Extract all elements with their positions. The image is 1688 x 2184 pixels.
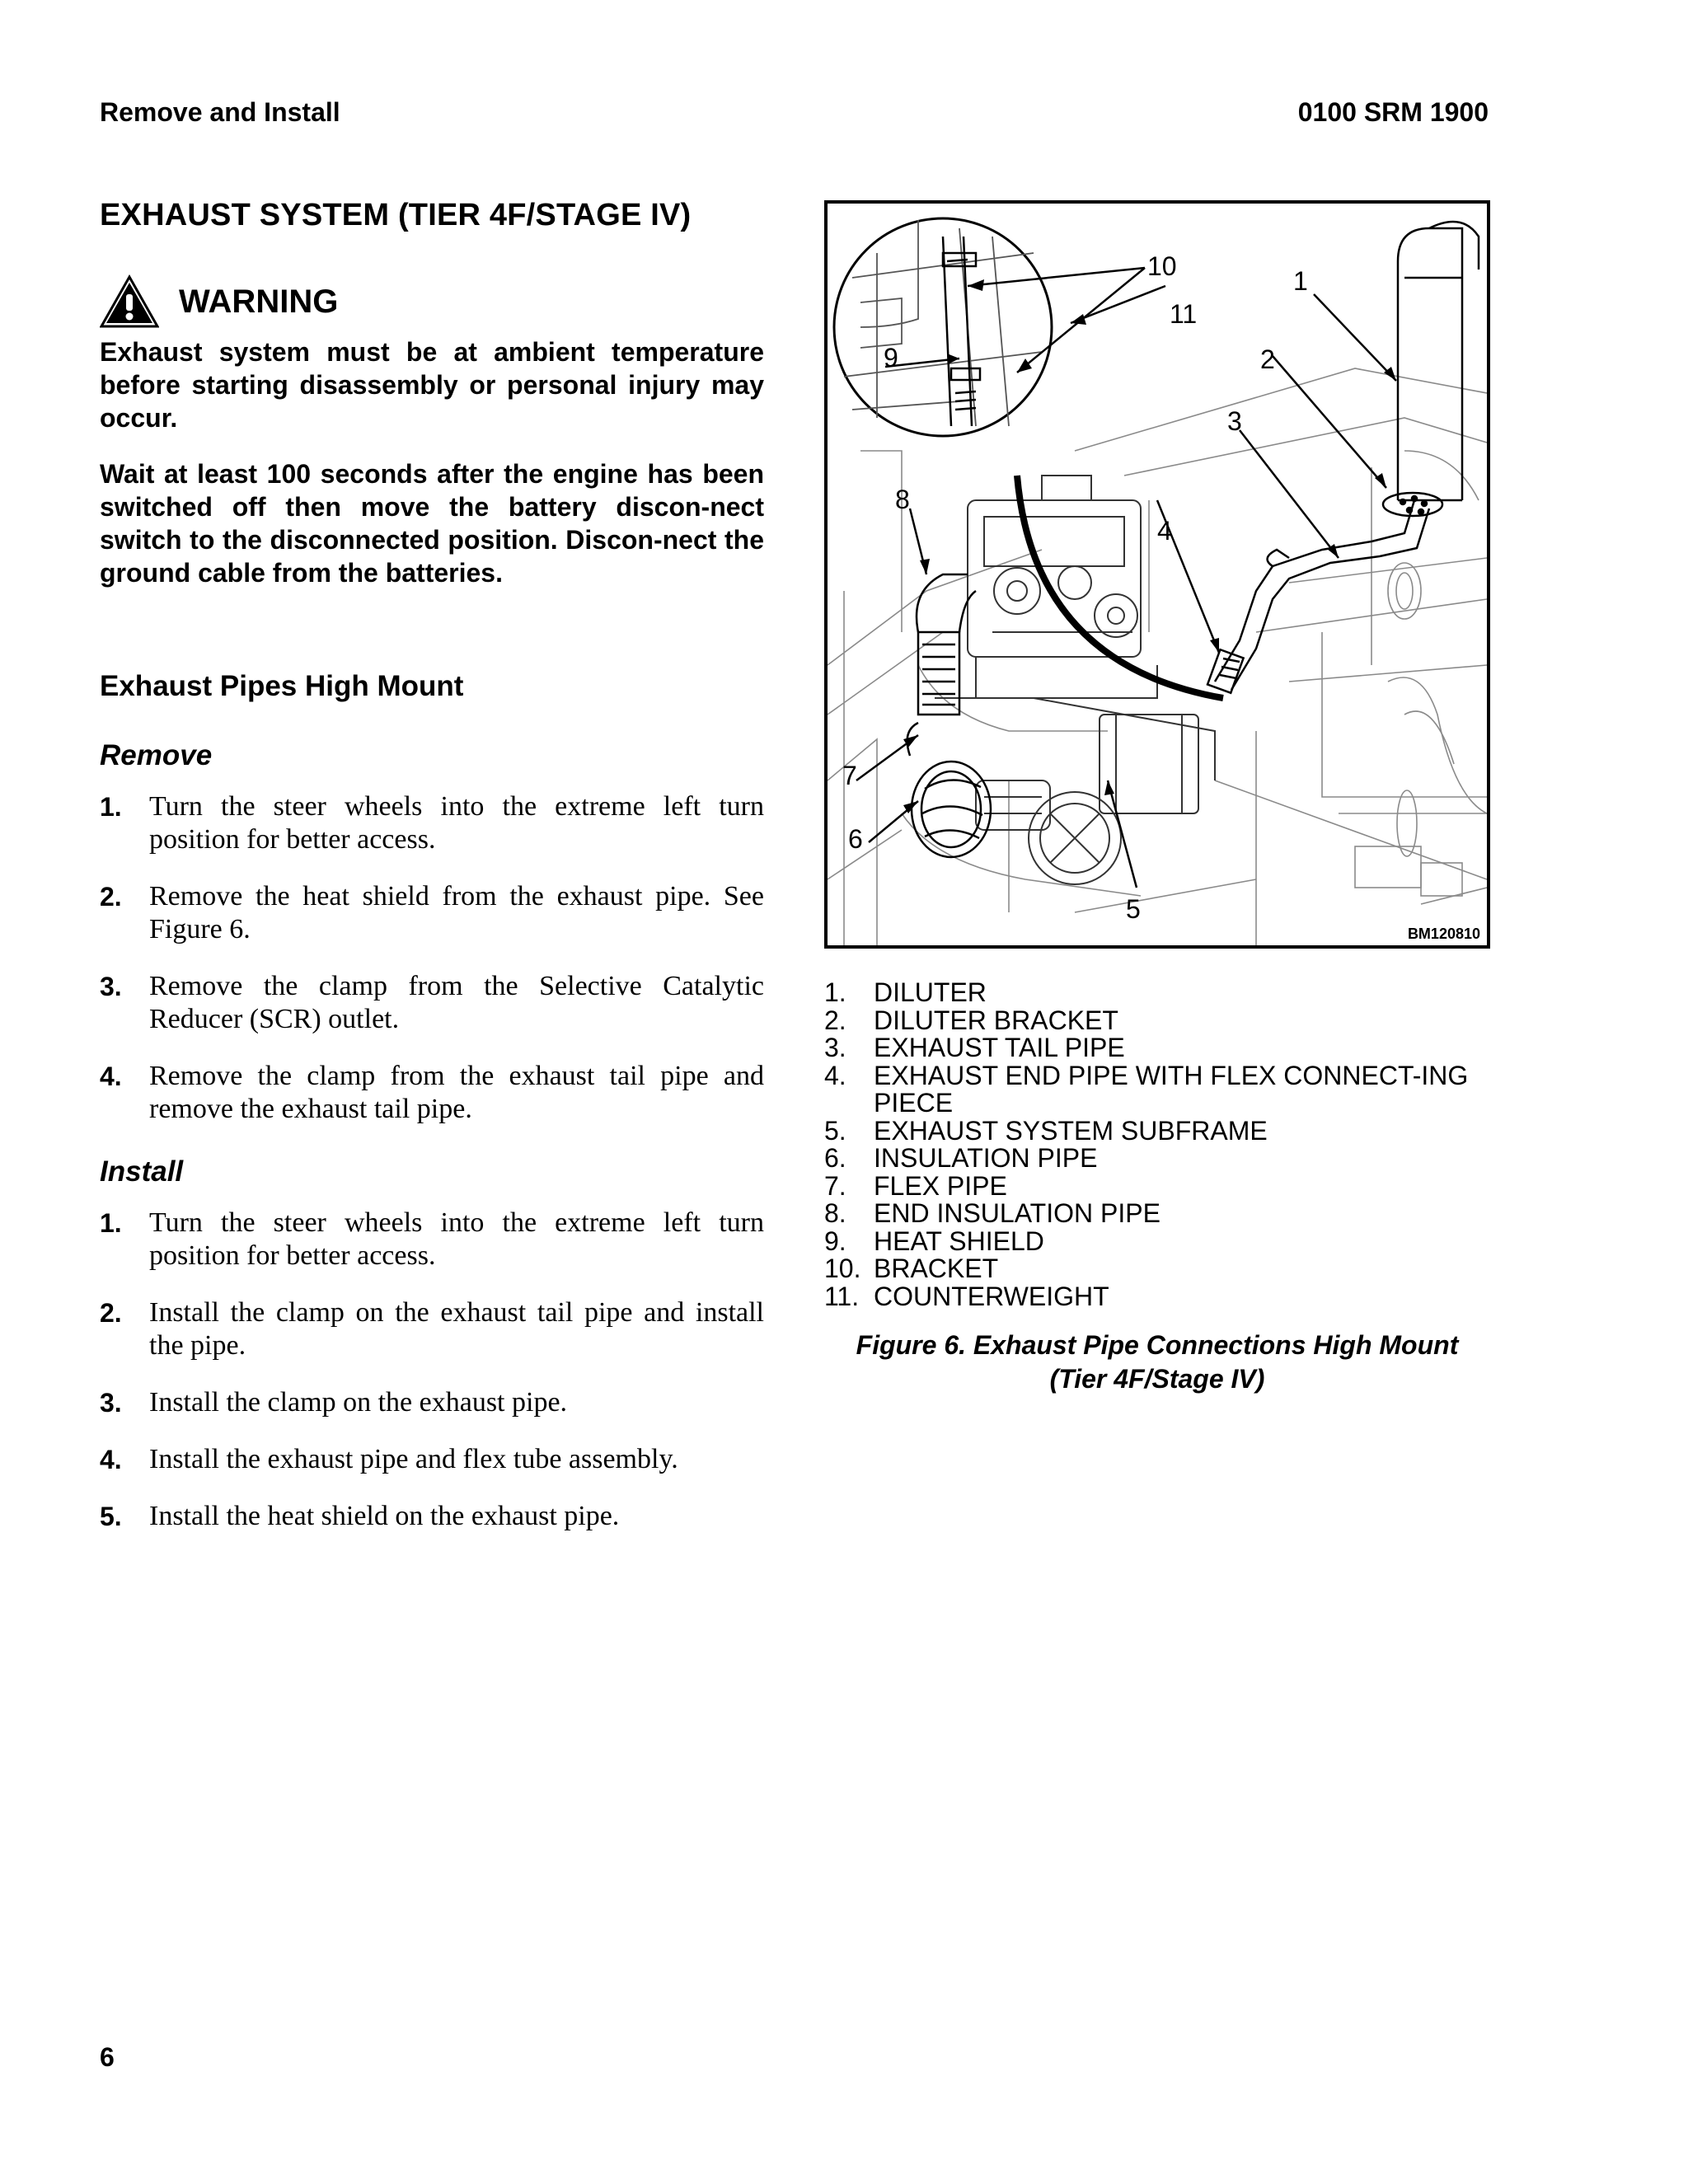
step-item (100, 1443, 764, 1476)
legend-item (824, 1062, 1484, 1118)
legend-number: 5. (824, 1115, 846, 1146)
legend-text: EXHAUST SYSTEM SUBFRAME (874, 1115, 1268, 1146)
callout-7: 7 (842, 761, 857, 790)
callout-5: 5 (1126, 894, 1141, 924)
step-number: 2. (100, 1298, 122, 1328)
legend-item (824, 1283, 1484, 1311)
caption-line-2: (Tier 4F/Stage IV) (1049, 1364, 1265, 1394)
legend-item (824, 979, 1484, 1007)
remove-title: Remove (100, 739, 213, 771)
legend-text: BRACKET (874, 1254, 999, 1283)
legend-text: EXHAUST END PIPE WITH FLEX CONNECT-ING PIECE (874, 1060, 1469, 1118)
callout-10: 10 (1147, 251, 1177, 281)
figure-code: BM120810 (1407, 926, 1480, 942)
callout-6: 6 (848, 824, 863, 854)
subsection-title: Exhaust Pipes High Mount (100, 670, 464, 702)
callout-9: 9 (884, 343, 898, 373)
step-text: Install the clamp on the exhaust tail pipe and install the pipe. (149, 1297, 764, 1361)
step-item (100, 790, 764, 856)
legend-number: 9. (824, 1226, 846, 1256)
legend-number: 3. (824, 1033, 846, 1062)
legend-text: INSULATION PIPE (874, 1143, 1098, 1173)
step-text: Install the clamp on the exhaust pipe. (149, 1387, 568, 1418)
warning-header (100, 273, 764, 330)
legend-item (824, 1228, 1484, 1256)
step-text: Remove the heat shield from the exhaust pipe. See Figure 6. (149, 881, 764, 944)
callout-4: 4 (1157, 516, 1172, 546)
step-text: Install the exhaust pipe and flex tube assembly. (149, 1444, 678, 1474)
step-text: Turn the steer wheels into the extreme left turn position for better access. (149, 1207, 764, 1271)
callout-11: 11 (1170, 299, 1198, 329)
page-number: 6 (100, 2042, 115, 2072)
step-number: 3. (100, 1388, 122, 1418)
figure-legend (824, 979, 1484, 1310)
exhaust-figure (824, 200, 1490, 949)
callout-1: 1 (1293, 266, 1308, 296)
warning-text-1: Exhaust system must be at ambient temperature before starting disassembly or personal injury may occur. (100, 337, 764, 433)
step-number: 4. (100, 1062, 122, 1091)
step-number: 3. (100, 972, 122, 1001)
legend-number: 7. (824, 1170, 846, 1201)
legend-number: 2. (824, 1005, 846, 1035)
remove-steps (100, 790, 764, 1126)
left-column (100, 198, 764, 1557)
step-text: Remove the clamp from the Selective Catalytic Reducer (SCR) outlet. (149, 971, 764, 1034)
step-number: 2. (100, 882, 122, 912)
legend-number: 1. (824, 977, 846, 1007)
callout-2: 2 (1260, 344, 1275, 374)
legend-text: DILUTER BRACKET (874, 1005, 1118, 1035)
caption-line-1: Figure 6. Exhaust Pipe Connections High Mount (856, 1330, 1459, 1360)
legend-number: 6. (824, 1143, 846, 1173)
legend-item (824, 1255, 1484, 1283)
legend-item (824, 1034, 1484, 1062)
legend-text: EXHAUST TAIL PIPE (874, 1033, 1125, 1062)
running-header-right: 0100 SRM 1900 (1297, 97, 1489, 127)
legend-number: 4. (824, 1060, 846, 1090)
legend-item (824, 1115, 1484, 1146)
figure-caption (824, 1329, 1490, 1396)
step-item (100, 1296, 764, 1362)
legend-text: COUNTERWEIGHT (874, 1281, 1109, 1311)
warning-label: WARNING (179, 283, 339, 320)
step-text: Remove the clamp from the exhaust tail pipe and remove the exhaust tail pipe. (149, 1061, 764, 1124)
step-item (100, 880, 764, 946)
legend-item (824, 1007, 1484, 1035)
install-steps (100, 1207, 764, 1533)
step-number: 5. (100, 1502, 122, 1531)
step-item (100, 1060, 764, 1126)
legend-text: DILUTER (874, 977, 987, 1007)
step-number: 4. (100, 1445, 122, 1474)
step-item (100, 1386, 764, 1419)
step-item (100, 1500, 764, 1533)
install-title: Install (100, 1155, 184, 1188)
step-number: 1. (100, 1208, 122, 1238)
legend-text: HEAT SHIELD (874, 1226, 1044, 1256)
legend-text: FLEX PIPE (874, 1170, 1007, 1201)
step-item (100, 970, 764, 1036)
step-text: Install the heat shield on the exhaust pipe. (149, 1501, 620, 1531)
exhaust-illustration (828, 204, 1487, 945)
warning-text-2: Wait at least 100 seconds after the engine has been switched off then move the battery discon-nect switch to the disconnected position. Discon-nect the ground cable from the batteries. (100, 459, 764, 588)
section-title: EXHAUST SYSTEM (TIER 4F/STAGE IV) (100, 198, 692, 232)
legend-item (824, 1200, 1484, 1228)
legend-text: END INSULATION PIPE (874, 1198, 1160, 1228)
legend-number: 10. (824, 1254, 861, 1283)
legend-number: 8. (824, 1198, 846, 1228)
step-item (100, 1207, 764, 1272)
legend-number: 11. (824, 1281, 860, 1311)
callout-3: 3 (1227, 406, 1242, 436)
step-number: 1. (100, 792, 122, 822)
legend-item (824, 1170, 1484, 1201)
warning-triangle-icon (100, 274, 159, 329)
running-header-left: Remove and Install (100, 97, 340, 127)
legend-item (824, 1145, 1484, 1173)
step-text: Turn the steer wheels into the extreme left turn position for better access. (149, 791, 764, 855)
callout-8: 8 (895, 485, 910, 514)
